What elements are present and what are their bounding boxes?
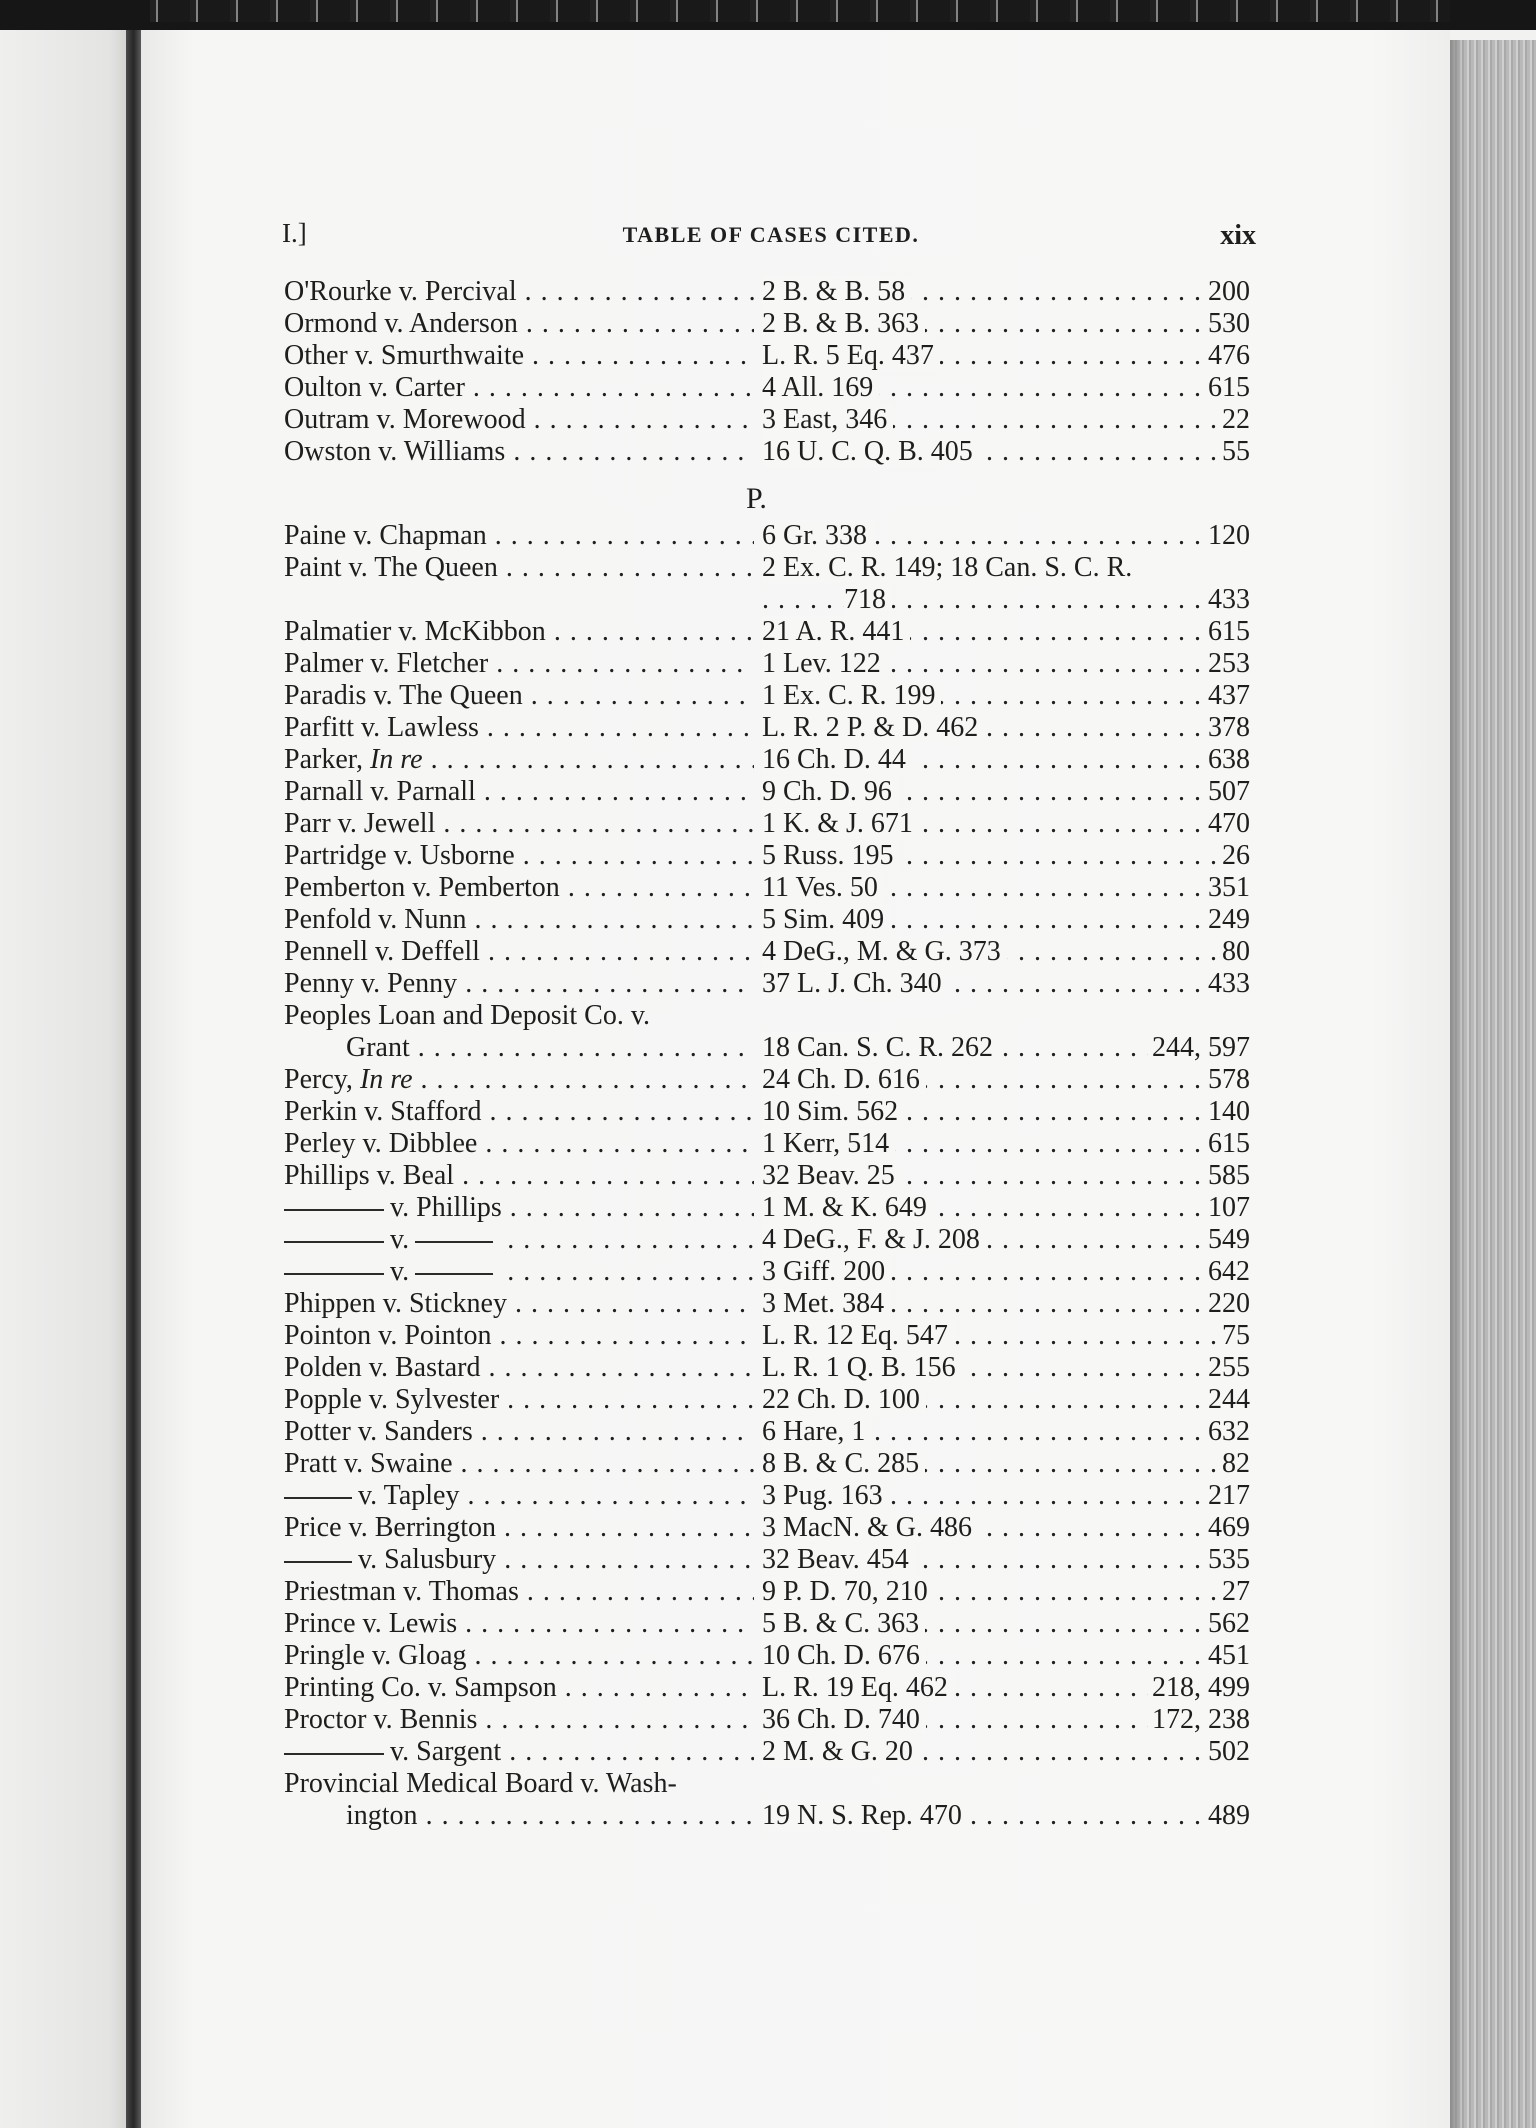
case-name <box>284 1064 754 1096</box>
case-page: 55 <box>1218 436 1250 468</box>
table-row <box>284 308 1254 340</box>
case-page: 200 <box>1204 276 1250 308</box>
case-reference <box>762 1128 1252 1160</box>
case-reference <box>762 1096 1252 1128</box>
case-name: Ormond v. Anderson . . . <box>284 308 754 340</box>
case-name-rest: v. <box>390 1256 410 1287</box>
case-reference <box>762 1672 1252 1704</box>
case-page: 642 <box>1204 1256 1250 1288</box>
table-row <box>284 936 1254 968</box>
case-citation: 3 Giff. 200 <box>762 1256 891 1287</box>
case-citation: 37 L. J. Ch. 340 <box>762 968 948 999</box>
case-citation: 32 Beav. 454 <box>762 1544 915 1575</box>
case-citation: 2 M. & G. 20 <box>762 1736 919 1767</box>
case-page: 107 <box>1204 1192 1250 1224</box>
case-name <box>284 1192 754 1224</box>
table-row <box>284 872 1254 904</box>
table-row <box>284 404 1254 436</box>
table-row <box>284 552 1254 584</box>
case-citation: 1 K. & J. 671 <box>762 808 919 839</box>
table-row <box>284 840 1254 872</box>
table-row <box>284 1160 1254 1192</box>
case-citation: 5 B. & C. 363 <box>762 1608 925 1639</box>
table-row-continuation <box>284 584 1254 616</box>
case-page: 632 <box>1204 1416 1250 1448</box>
case-page: 217 <box>1204 1480 1250 1512</box>
table-row <box>284 1640 1254 1672</box>
case-name: Outram v. Morewood . . . <box>284 404 754 436</box>
case-citation: 2 B. & B. 58 <box>762 276 911 307</box>
case-name: Peoples Loan and Deposit Co. v. <box>284 1000 651 1031</box>
case-name-continued: ington . . . <box>284 1800 754 1832</box>
case-name: Proctor v. Bennis . . . <box>284 1704 754 1736</box>
case-citation: 21 A. R. 441 <box>762 616 910 647</box>
case-page: 22 <box>1218 404 1250 436</box>
case-name-rest: v. Phillips <box>390 1192 502 1223</box>
table-row <box>284 1384 1254 1416</box>
case-reference <box>762 1800 1252 1832</box>
case-name: Pratt v. Swaine . . . <box>284 1448 754 1480</box>
case-name: Parnall v. Parnall . . . <box>284 776 754 808</box>
case-name: Polden v. Bastard . . . <box>284 1352 754 1384</box>
case-citation: 19 N. S. Rep. 470 <box>762 1800 968 1831</box>
case-page: 502 <box>1204 1736 1250 1768</box>
case-citation: 4 DeG., M. & G. 373 <box>762 936 1007 967</box>
case-reference <box>762 1352 1252 1384</box>
case-reference <box>762 520 1252 552</box>
ditto-dash <box>284 1561 352 1563</box>
table-row <box>284 1736 1254 1768</box>
table-row <box>284 436 1254 468</box>
case-reference <box>762 744 1252 776</box>
case-name: Phippen v. Stickney . . . <box>284 1288 754 1320</box>
case-reference <box>762 404 1252 436</box>
case-name: Palmer v. Fletcher . . . <box>284 648 754 680</box>
case-page: 218, 499 <box>1148 1672 1250 1704</box>
table-row <box>284 808 1254 840</box>
case-name-rest: v. Salusbury <box>358 1544 497 1575</box>
case-page: 507 <box>1204 776 1250 808</box>
case-citation: 5 Sim. 409 <box>762 904 890 935</box>
case-page: 638 <box>1204 744 1250 776</box>
case-reference <box>762 1224 1252 1256</box>
case-reference <box>762 936 1252 968</box>
case-reference <box>762 1064 1252 1096</box>
case-name: Price v. Berrington . . . <box>284 1512 754 1544</box>
case-page: 549 <box>1204 1224 1250 1256</box>
case-reference <box>762 1192 1252 1224</box>
case-name: Owston v. Williams . . . <box>284 436 754 468</box>
table-row <box>284 1096 1254 1128</box>
table-row <box>284 776 1254 808</box>
case-reference <box>762 808 1252 840</box>
case-name: Pringle v. Gloag . . . <box>284 1640 754 1672</box>
case-citation: 3 MacN. & G. 486 <box>762 1512 978 1543</box>
case-citation: 4 DeG., F. & J. 208 <box>762 1224 986 1255</box>
case-reference <box>762 1160 1252 1192</box>
case-citation: 1 Ex. C. R. 199 <box>762 680 941 711</box>
table-row <box>284 1768 1254 1800</box>
table-row-continuation <box>284 1032 1254 1064</box>
table-row <box>284 968 1254 1000</box>
case-reference <box>762 1640 1252 1672</box>
case-reference <box>762 308 1252 340</box>
case-citation: 22 Ch. D. 100 <box>762 1384 926 1415</box>
case-citation: 36 Ch. D. 740 <box>762 1704 926 1735</box>
case-reference <box>762 584 1252 616</box>
case-page: 351 <box>1204 872 1250 904</box>
table-row <box>284 680 1254 712</box>
case-name: Perkin v. Stafford . . . <box>284 1096 754 1128</box>
ditto-dash <box>415 1273 493 1275</box>
case-page: 27 <box>1218 1576 1250 1608</box>
case-page: 535 <box>1204 1544 1250 1576</box>
ditto-dash <box>284 1241 384 1243</box>
table-row <box>284 1576 1254 1608</box>
case-citation: 5 Russ. 195 <box>762 840 899 871</box>
case-citation: 4 All. 169 <box>762 372 879 403</box>
case-name: Penfold v. Nunn . . . <box>284 904 754 936</box>
case-name-rest: v. <box>390 1224 410 1255</box>
case-name <box>284 1224 754 1256</box>
table-row <box>284 1512 1254 1544</box>
table-row <box>284 1448 1254 1480</box>
case-reference <box>762 648 1252 680</box>
table-row <box>284 1000 1254 1032</box>
case-citation: L. R. 1 Q. B. 156 <box>762 1352 962 1383</box>
case-citation: 11 Ves. 50 <box>762 872 884 903</box>
case-name <box>284 1256 754 1288</box>
case-citation: 9 Ch. D. 96 <box>762 776 898 807</box>
case-name: Phillips v. Beal . . . <box>284 1160 754 1192</box>
table-row <box>284 744 1254 776</box>
case-name: Priestman v. Thomas . . . <box>284 1576 754 1608</box>
table-row <box>284 1544 1254 1576</box>
table-row <box>284 520 1254 552</box>
case-reference <box>762 340 1252 372</box>
case-reference <box>762 1448 1252 1480</box>
case-name: Palmatier v. McKibbon . . . <box>284 616 754 648</box>
case-page: 615 <box>1204 372 1250 404</box>
case-page: 585 <box>1204 1160 1250 1192</box>
case-citation: 10 Sim. 562 <box>762 1096 904 1127</box>
case-reference <box>762 776 1252 808</box>
case-page: 253 <box>1204 648 1250 680</box>
section-letter: P. <box>746 482 767 515</box>
case-reference <box>762 1480 1252 1512</box>
case-reference <box>762 968 1252 1000</box>
case-page: 615 <box>1204 1128 1250 1160</box>
case-name: Paradis v. The Queen . . . <box>284 680 754 712</box>
case-page: 433 <box>1204 968 1250 1000</box>
case-citation: 9 P. D. 70, 210 <box>762 1576 934 1607</box>
case-citation: 2 B. & B. 363 <box>762 308 925 339</box>
case-reference <box>762 372 1252 404</box>
case-reference <box>762 1256 1252 1288</box>
case-citation: 24 Ch. D. 616 <box>762 1064 926 1095</box>
case-reference <box>762 1288 1252 1320</box>
ditto-dash <box>284 1753 384 1755</box>
case-name-rest: v. Tapley <box>358 1480 460 1511</box>
case-name <box>284 1480 754 1512</box>
case-page: 476 <box>1204 340 1250 372</box>
case-page: 451 <box>1204 1640 1250 1672</box>
table-row <box>284 1352 1254 1384</box>
ditto-dash <box>284 1209 384 1211</box>
case-name <box>284 744 754 776</box>
case-name: O'Rourke v. Percival . . . <box>284 276 754 308</box>
case-citation: 2 Ex. C. R. 149; 18 Can. S. C. R. <box>762 552 1138 583</box>
case-reference <box>762 1320 1252 1352</box>
case-name-in-re: In re <box>369 744 423 775</box>
table-row <box>284 1288 1254 1320</box>
case-citation: 3 Met. 384 <box>762 1288 890 1319</box>
case-reference <box>762 1544 1252 1576</box>
case-citation: 32 Beav. 25 <box>762 1160 901 1191</box>
table-row <box>284 712 1254 744</box>
case-reference <box>762 1608 1252 1640</box>
case-citation: 1 Lev. 122 <box>762 648 887 679</box>
case-citation: 3 East, 346 <box>762 404 893 435</box>
case-name: Parfitt v. Lawless . . . <box>284 712 754 744</box>
case-citation: 6 Hare, 1 <box>762 1416 871 1447</box>
case-page: 82 <box>1218 1448 1250 1480</box>
case-citation: 16 Ch. D. 44 <box>762 744 912 775</box>
table-row <box>284 1256 1254 1288</box>
case-reference <box>762 904 1252 936</box>
case-name-rest: v. Sargent <box>390 1736 502 1767</box>
case-page: 26 <box>1218 840 1250 872</box>
case-name-in-re: In re <box>359 1064 413 1095</box>
table-row <box>284 616 1254 648</box>
case-page: 249 <box>1204 904 1250 936</box>
case-page: 255 <box>1204 1352 1250 1384</box>
table-row <box>284 904 1254 936</box>
table-row <box>284 648 1254 680</box>
case-page: 80 <box>1218 936 1250 968</box>
case-reference <box>762 436 1252 468</box>
case-name: Pennell v. Deffell . . . <box>284 936 754 968</box>
case-citation: L. R. 5 Eq. 437 <box>762 340 940 371</box>
table-row <box>284 372 1254 404</box>
case-name: Provincial Medical Board v. Wash- <box>284 1768 677 1799</box>
case-name: Potter v. Sanders . . . <box>284 1416 754 1448</box>
case-reference <box>762 712 1252 744</box>
case-citation: 8 B. & C. 285 <box>762 1448 925 1479</box>
case-page: 433 <box>1204 584 1250 616</box>
case-reference <box>762 1416 1252 1448</box>
case-citation: 18 Can. S. C. R. 262 <box>762 1032 999 1063</box>
case-name: Paint v. The Queen . . . <box>284 552 754 584</box>
case-page: 120 <box>1204 520 1250 552</box>
case-name: Parr v. Jewell . . . <box>284 808 754 840</box>
case-page: 437 <box>1204 680 1250 712</box>
table-row <box>284 276 1254 308</box>
running-head-page-number: xix <box>1220 220 1256 251</box>
case-citation: 1 Kerr, 514 <box>762 1128 895 1159</box>
case-reference <box>762 840 1252 872</box>
case-reference <box>762 276 1252 308</box>
case-citation: 1 M. & K. 649 <box>762 1192 933 1223</box>
table-row <box>284 1416 1254 1448</box>
case-citation: L. R. 12 Eq. 547 <box>762 1320 954 1351</box>
running-head-section: I.] <box>282 218 307 248</box>
table-row-continuation <box>284 1800 1254 1832</box>
case-page: 75 <box>1218 1320 1250 1352</box>
case-reference <box>762 1512 1252 1544</box>
case-citation-continued: 718 <box>844 584 892 615</box>
case-page: 578 <box>1204 1064 1250 1096</box>
table-row <box>284 1672 1254 1704</box>
case-page: 562 <box>1204 1608 1250 1640</box>
case-page: 244, 597 <box>1148 1032 1250 1064</box>
case-name-party: Parker, <box>284 744 363 775</box>
case-name-party: Percy, <box>284 1064 353 1095</box>
case-name: Partridge v. Usborne . . . <box>284 840 754 872</box>
table-row <box>284 1320 1254 1352</box>
case-reference <box>762 1736 1252 1768</box>
case-name <box>284 1544 754 1576</box>
case-citation: 3 Pug. 163 <box>762 1480 889 1511</box>
table-row <box>284 340 1254 372</box>
case-reference <box>762 1576 1252 1608</box>
case-citation: L. R. 2 P. & D. 462 <box>762 712 984 743</box>
ditto-dash <box>415 1241 493 1243</box>
table-row <box>284 1704 1254 1736</box>
case-page: 530 <box>1204 308 1250 340</box>
case-reference <box>762 1032 1252 1064</box>
case-name: Pemberton v. Pemberton . . . <box>284 872 754 904</box>
table-row <box>284 1064 1254 1096</box>
table-row <box>284 1192 1254 1224</box>
ditto-dash <box>284 1273 384 1275</box>
case-reference <box>762 680 1252 712</box>
case-page: 469 <box>1204 1512 1250 1544</box>
case-name: Other v. Smurthwaite . . . <box>284 340 754 372</box>
case-reference <box>762 872 1252 904</box>
case-page: 172, 238 <box>1148 1704 1250 1736</box>
case-name: Oulton v. Carter . . . <box>284 372 754 404</box>
case-reference <box>762 1384 1252 1416</box>
case-name <box>284 1736 754 1768</box>
case-page: 470 <box>1204 808 1250 840</box>
table-row <box>284 1480 1254 1512</box>
case-reference <box>762 616 1252 648</box>
case-page: 140 <box>1204 1096 1250 1128</box>
case-reference <box>762 552 1252 584</box>
case-name: Penny v. Penny . . . <box>284 968 754 1000</box>
running-head-title: TABLE OF CASES CITED. <box>622 222 920 247</box>
case-citation: 16 U. C. Q. B. 405 <box>762 436 979 467</box>
case-reference <box>762 1704 1252 1736</box>
case-citation: 10 Ch. D. 676 <box>762 1640 926 1671</box>
case-page: 615 <box>1204 616 1250 648</box>
case-name: Popple v. Sylvester . . . <box>284 1384 754 1416</box>
ditto-dash <box>284 1497 352 1499</box>
case-page: 244 <box>1204 1384 1250 1416</box>
case-name: Printing Co. v. Sampson . . . <box>284 1672 754 1704</box>
case-citation: L. R. 19 Eq. 462 <box>762 1672 954 1703</box>
table-row <box>284 1608 1254 1640</box>
table-row <box>284 1128 1254 1160</box>
case-name: Perley v. Dibblee . . . <box>284 1128 754 1160</box>
case-page: 489 <box>1204 1800 1250 1832</box>
table-row <box>284 1224 1254 1256</box>
case-name: Paine v. Chapman . . . <box>284 520 754 552</box>
case-citation: 6 Gr. 338 <box>762 520 873 551</box>
case-page: 378 <box>1204 712 1250 744</box>
case-page: 220 <box>1204 1288 1250 1320</box>
case-name-continued: Grant . . . <box>284 1032 754 1064</box>
case-name: Pointon v. Pointon . . . <box>284 1320 754 1352</box>
case-name: Prince v. Lewis . . . <box>284 1608 754 1640</box>
